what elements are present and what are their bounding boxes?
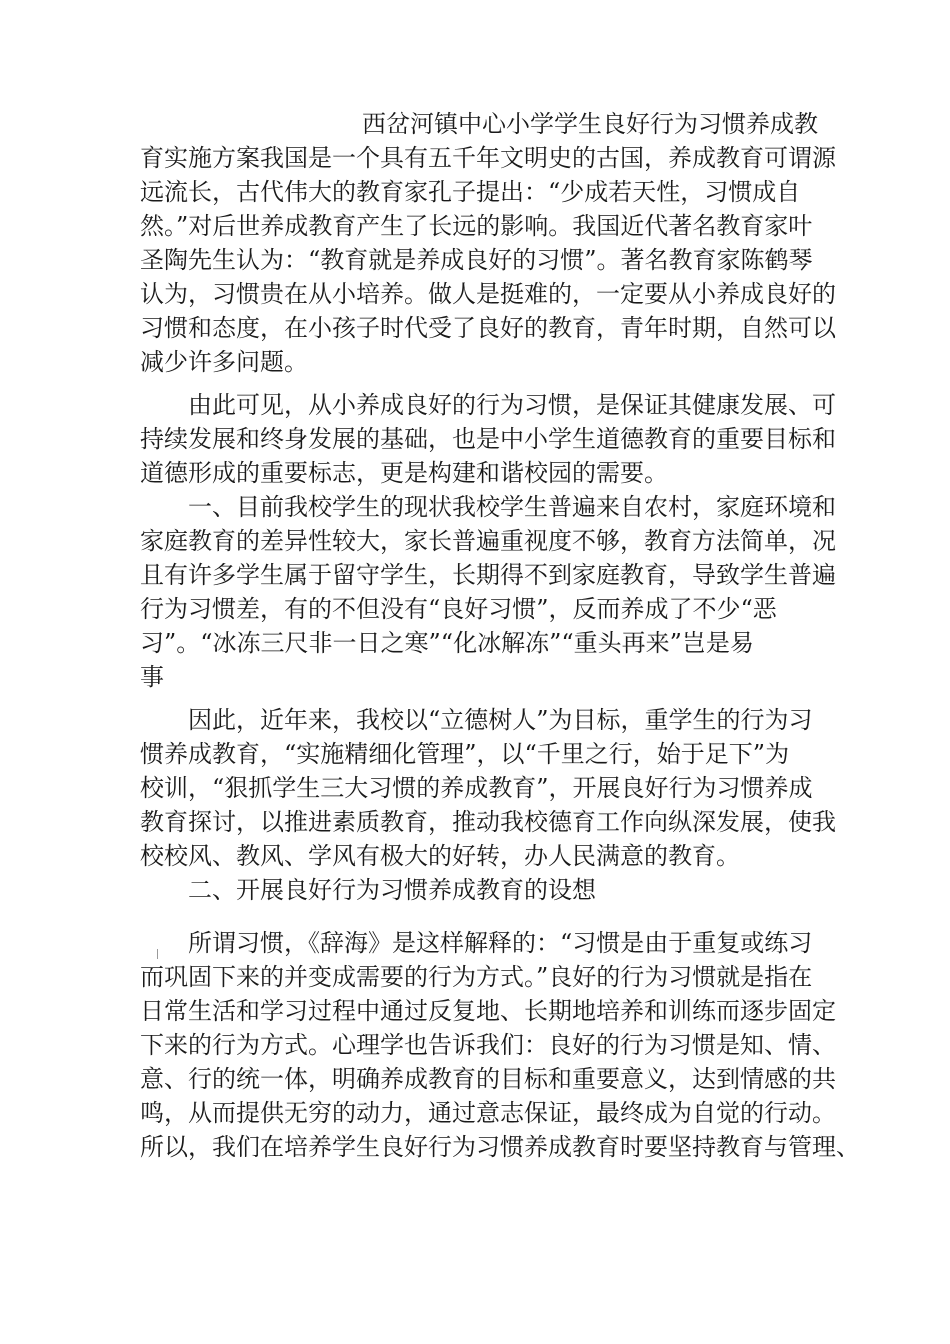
paragraph-line: 持续发展和终身发展的基础，也是中小学生道德教育的重要目标和 [140,425,836,453]
section-one-line: 且有许多学生属于留守学生，长期得不到家庭教育，导致学生普遍 [140,561,836,589]
paragraph-line: 因此，近年来，我校以“立德树人”为目标，重学生的行为习 [188,706,813,734]
paragraph-line: 而巩固下来的并变成需要的行为方式。”良好的行为习惯就是指在 [140,963,813,991]
intro-line: 然。”对后世养成教育产生了长远的影响。我国近代著名教育家叶 [140,212,813,240]
intro-line: 远流长，古代伟大的教育家孔子提出：“少成若天性，习惯成自 [140,178,801,206]
paragraph-line: 所谓习惯，《辞海》是这样解释的：“习惯是由于重复或练习 [188,929,813,957]
section-one-line: 行为习惯差，有的不但没有“良好习惯”，反而养成了不少“恶 [140,595,777,623]
intro-line: 减少许多问题。 [140,348,308,376]
section-one-line: 事 [140,663,164,691]
document-title: 西岔河镇中心小学学生良好行为习惯养成教 [362,110,818,138]
paragraph-line: 教育探讨，以推进素质教育，推动我校德育工作向纵深发展，使我 [140,808,836,836]
paragraph-line: 道德形成的重要标志，更是构建和谐校园的需要。 [140,459,668,487]
paragraph-spacer [140,694,820,703]
paragraph-line: 意、行的统一体，明确养成教育的目标和重要意义，达到情感的共 [140,1065,836,1093]
intro-line: 圣陶先生认为：“教育就是养成良好的习惯”。著名教育家陈鹤琴 [140,246,813,274]
document-body-bottom [140,926,860,1164]
section-heading: 二、开展良好行为习惯养成教育的设想 [188,876,596,904]
paragraph-line: 日常生活和学习过程中通过反复地、长期地培养和训练而逐步固定 [140,997,836,1025]
paragraph-line: 鸣，从而提供无穷的动力，通过意志保证，最终成为自觉的行动。 [140,1099,836,1127]
section-one-line: 一、目前我校学生的现状我校学生普遍来自农村，家庭环境和 [188,493,836,521]
paragraph-line: 惯养成教育，“实施精细化管理”，以“千里之行，始于足下”为 [140,740,790,768]
paragraph-line: 校训，“狠抓学生三大习惯的养成教育”，开展良好行为习惯养成 [140,774,813,802]
section-one-line: 家庭教育的差异性较大，家长普遍重视度不够，教育方法简单，况 [140,527,836,555]
intro-line: 习惯和态度，在小孩子时代受了良好的教育，青年时期，自然可以 [140,314,836,342]
intro-line: 认为，习惯贵在从小培养。做人是挺难的，一定要从小养成良好的 [140,280,836,308]
section-one-line: 习”。“冰冻三尺非一日之寒”“化冰解冻”“重头再来”岂是易 [140,629,754,657]
paragraph-line: 下来的行为方式。心理学也告诉我们：良好的行为习惯是知、情、 [140,1031,836,1059]
paragraph-line: 校校风、教风、学风有极大的好转，办人民满意的教育。 [140,842,740,870]
document-body-top [140,107,836,907]
paragraph-line: 由此可见，从小养成良好的行为习惯，是保证其健康发展、可 [188,391,836,419]
paragraph-line: 所以，我们在培养学生良好行为习惯养成教育时要坚持教育与管理、 [140,1133,860,1161]
paragraph-spacer [140,379,820,388]
intro-line: 育实施方案我国是一个具有五千年文明史的古国，养成教育可谓源 [140,144,836,172]
